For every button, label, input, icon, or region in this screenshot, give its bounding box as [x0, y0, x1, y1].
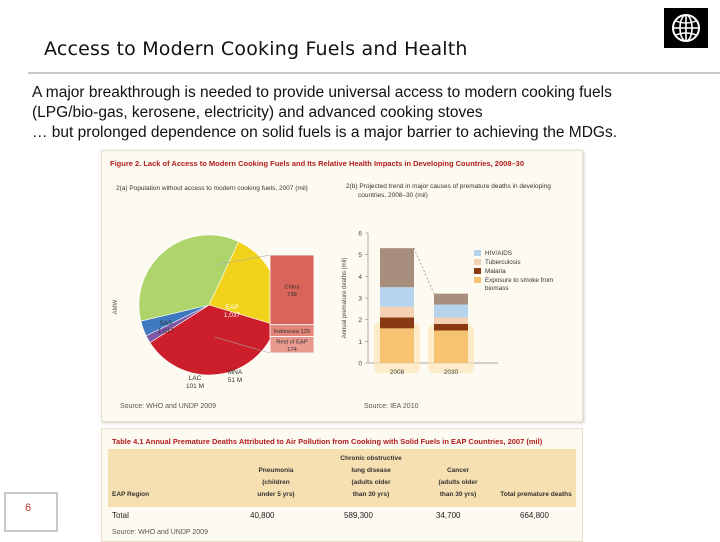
body-text — [32, 83, 702, 143]
breakout-value: 738 — [287, 291, 297, 298]
table-header-cell: under 5 yrs) — [257, 491, 295, 498]
table-header-cell: (children — [262, 479, 290, 486]
breakout-value: 174 — [287, 346, 297, 353]
y-tick-label: 6 — [358, 230, 362, 238]
figure-source-a: Source: WHO and UNDP 2009 — [120, 403, 216, 410]
bar-segment — [434, 305, 468, 318]
table-source: Source: WHO and UNDP 2009 — [112, 529, 208, 536]
table-header-cell: Cancer — [446, 467, 470, 474]
bar-segment — [434, 318, 468, 325]
legend-label: Tuberculosis — [485, 259, 521, 266]
table-header-cell: Pneumonia — [258, 467, 294, 474]
table-header-cell: lung disease — [351, 467, 391, 474]
y-tick-label: 4 — [358, 273, 362, 281]
table-cell: 664,800 — [520, 511, 549, 520]
world-bank-logo — [664, 8, 708, 48]
figure-subtitle-b-line2: countries, 2008–30 (mil) — [358, 192, 428, 199]
bar-segment — [434, 324, 468, 331]
figure-source-b: Source: IEA 2010 — [364, 403, 419, 410]
x-tick-label: 2030 — [443, 369, 459, 376]
y-tick-label: 3 — [358, 295, 362, 303]
table-header-cell: EAP Region — [112, 491, 150, 498]
legend-label: HIV/AIDS — [485, 250, 512, 257]
slide-title: Access to Modern Cooking Fuels and Health — [44, 38, 468, 60]
pie-chart — [102, 197, 332, 417]
page-number: 6 — [25, 502, 32, 514]
bar-segment — [434, 331, 468, 364]
pie-label-mna: MNA — [227, 369, 243, 376]
table-header-cell: than 30 yrs) — [352, 491, 390, 498]
y-tick-label: 5 — [358, 252, 362, 260]
pie-label-lac: LAC — [188, 375, 202, 382]
figure-subtitle-b-line1: 2(b) Projected trend in major causes of premature deaths in developing — [346, 183, 551, 190]
figure-title: Figure 2. Lack of Access to Modern Cooking Fuels and Its Relative Health Impacts in Developing Countries, 2008–30 — [110, 159, 524, 168]
pie-value-lac: 101 M — [185, 383, 205, 390]
table-cell: 34,700 — [436, 511, 461, 520]
pie-label-eap: EAP — [225, 304, 239, 311]
bar-segment — [380, 287, 414, 307]
x-tick-label: 2008 — [389, 369, 405, 376]
bar-segment — [380, 328, 414, 363]
y-tick-label: 2 — [358, 317, 362, 325]
breakout-label: Rest of EAP — [276, 339, 308, 346]
title-divider — [28, 72, 720, 74]
body-line: (LPG/bio-gas, kerosene, electricity) and advanced cooking stoves — [32, 104, 483, 121]
table-header-cell: than 30 yrs) — [439, 491, 477, 498]
legend-swatch — [474, 268, 481, 274]
table-header-cell: (adults older — [438, 479, 478, 486]
legend-swatch — [474, 250, 481, 256]
deaths-table — [101, 428, 583, 542]
legend-swatch — [474, 259, 481, 265]
stacked-bar-chart — [334, 213, 582, 413]
y-axis-label: Annual premature deaths (mil) — [342, 257, 348, 339]
figure-panel — [101, 150, 583, 422]
pie-value-sas: 1,017 — [157, 328, 175, 335]
body-line: … but prolonged dependence on solid fuels is a major barrier to achieving the MDGs. — [32, 124, 618, 141]
body-line: A major breakthrough is needed to provide universal access to modern cooking fuels — [32, 84, 612, 101]
bar-segment — [380, 318, 414, 329]
legend-swatch — [474, 277, 481, 283]
pie-side-label: AMW — [113, 299, 119, 315]
pie-label-sas: SAS — [159, 320, 173, 327]
figure-subtitle-a: 2(a) Population without access to modern cooking fuels, 2007 (mil) — [116, 185, 308, 192]
table-title: Table 4.1 Annual Premature Deaths Attributed to Air Pollution from Cooking with Solid Fuels in EAP Countries, 2007 (mil) — [112, 437, 543, 446]
legend-label: biomass — [485, 285, 509, 292]
table-cell: Total — [112, 511, 129, 520]
y-tick-label: 1 — [358, 338, 362, 346]
bar-segment — [434, 294, 468, 305]
bar-segment — [380, 248, 414, 287]
y-tick-label: 0 — [358, 360, 362, 368]
table-header-cell: (adults older — [351, 479, 391, 486]
table-header-cell: Total premature deaths — [500, 491, 572, 498]
legend-label: Exposure to smoke from — [485, 277, 554, 284]
breakout-label: Indonesia 125 — [273, 329, 311, 336]
table-header — [108, 449, 576, 507]
table-cell: 589,300 — [344, 511, 373, 520]
table-header-cell: Chronic obstructive — [340, 455, 402, 462]
table-cell: 40,800 — [250, 511, 275, 520]
breakout-label: China — [284, 284, 300, 291]
bar-segment — [380, 307, 414, 318]
trend-line — [414, 248, 434, 293]
pie-value-eap: 1,037 — [223, 312, 241, 319]
legend-label: Malaria — [485, 268, 506, 275]
pie-value-mna: 51 M — [227, 377, 243, 384]
